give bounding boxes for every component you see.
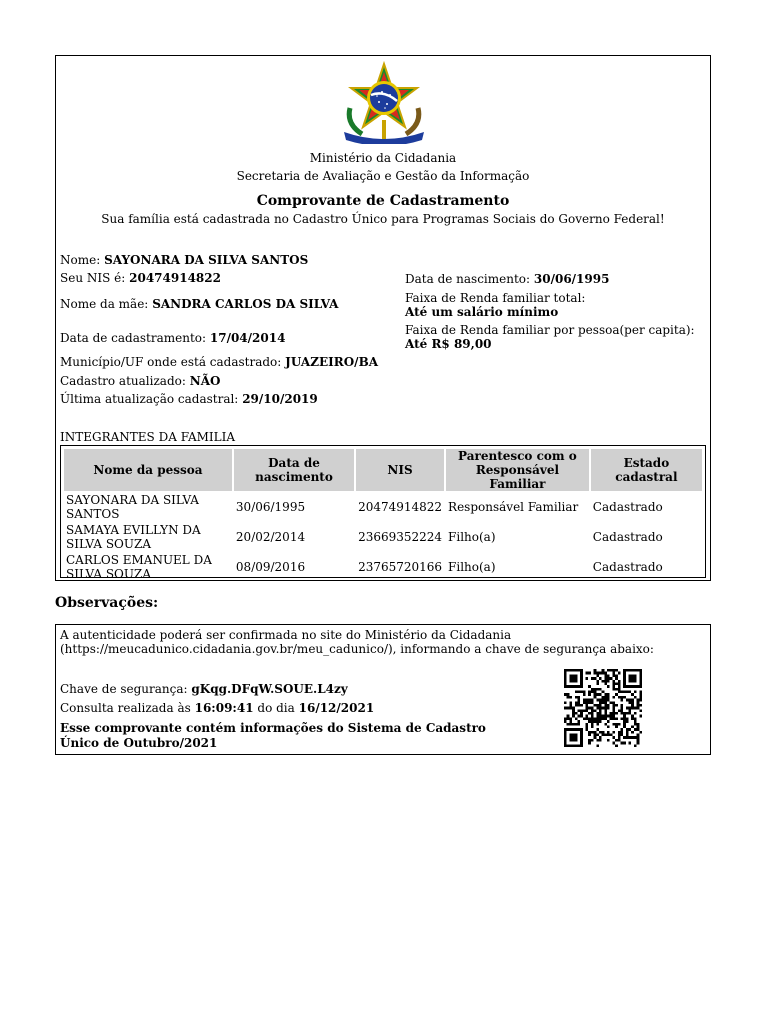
birth-date-row [405,272,609,287]
authenticity-line-2: (https://meucadunico.cidadania.gov.br/meu_cadunico/), informando a chave de segurança abaixo: [60,642,654,656]
table-row [64,553,702,581]
birth-date: 30/06/1995 [533,272,610,286]
city: JUAZEIRO/BA [285,355,379,369]
last-update-row [60,392,318,407]
observations-box [55,624,711,755]
income-label: Faixa de Renda familiar total: [405,291,586,305]
person-nis-label: Seu NIS é: [60,271,126,285]
income-value: Até um salário mínimo [405,305,559,319]
updated-status: NÃO [189,374,221,388]
income-per-capita-label: Faixa de Renda familiar por pessoa(per capita): [405,323,695,337]
person-name-row [60,253,308,268]
authenticity-line-1: A autenticidade poderá ser confirmada no site do Ministério da Cidadania [60,628,512,642]
member-status: Cadastrado [592,530,663,544]
registration-date-label: Data de cadastramento: [60,331,207,345]
member-nis: 23765720166 [358,560,443,574]
last-update-label: Última atualização cadastral: [60,392,239,406]
member-name: CARLOS EMANUEL DA SILVA SOUZA [66,553,212,581]
member-nis: 23669352224 [358,530,443,544]
member-status: Cadastrado [592,500,663,514]
member-name: SAMAYA EVILLYN DA SILVA SOUZA [66,523,201,551]
consult-date: 16/12/2021 [298,701,375,715]
security-key-row [60,682,348,697]
mother-name: SANDRA CARLOS DA SILVA [152,297,339,311]
document-title: Comprovante de Cadastramento [256,193,510,209]
security-key: gKqg.DFqW.SOUE.L4zy [191,682,348,696]
member-birth: 30/06/1995 [235,500,306,514]
security-key-label: Chave de segurança: [60,682,188,696]
brazil-coat-of-arms-icon [338,60,430,144]
member-birth: 20/02/2014 [235,530,306,544]
mother-name-row [60,297,338,312]
updated-label: Cadastro atualizado: [60,374,186,388]
consult-time: 16:09:41 [194,701,254,715]
member-nis: 20474914822 [358,500,443,514]
city-label: Município/UF onde está cadastrado: [60,355,282,369]
note-line-1: Esse comprovante contém informações do Sistema de Cadastro [60,721,486,735]
family-table-frame [60,445,706,581]
city-row [60,355,378,370]
updated-row [60,374,220,389]
observations-heading: Observações: [55,595,159,611]
family-section-label: INTEGRANTES DA FAMILIA [60,430,236,444]
member-relationship: Responsável Familiar [448,500,579,514]
secretariat-name: Secretaria de Avaliação e Gestão da Informação [236,169,530,183]
person-nis: 20474914822 [129,271,221,285]
member-birth: 08/09/2016 [235,560,306,574]
qr-code-icon [563,669,643,747]
mother-name-label: Nome da mãe: [60,297,149,311]
family-table [62,447,704,583]
col-header-name: Nome da pessoa [64,449,232,491]
table-row [64,523,702,551]
income-per-capita-value: Até R$ 89,00 [405,337,492,351]
consult-row [60,701,374,716]
consult-mid: do dia [257,701,295,715]
table-row [64,493,702,521]
registration-document [55,55,711,581]
consult-prefix: Consulta realizada às [60,701,191,715]
col-header-nis: NIS [356,449,444,491]
person-nis-row [60,271,221,286]
member-status: Cadastrado [592,560,663,574]
birth-date-label: Data de nascimento: [405,272,531,286]
registration-date-row [60,331,285,346]
col-header-birth: Data de nascimento [234,449,354,491]
person-name-label: Nome: [60,253,101,267]
member-relationship: Filho(a) [448,530,496,544]
registration-date: 17/04/2014 [209,331,286,345]
person-name: SAYONARA DA SILVA SANTOS [104,253,309,267]
member-relationship: Filho(a) [448,560,496,574]
note-line-2: Único de Outubro/2021 [60,736,218,750]
col-header-relationship: Parentesco com o Responsável Familiar [446,449,589,491]
family-table-header-row [64,449,702,491]
ministry-name: Ministério da Cidadania [309,151,457,165]
member-name: SAYONARA DA SILVA SANTOS [66,493,199,521]
col-header-status: Estado cadastral [591,449,702,491]
last-update-date: 29/10/2019 [242,392,318,406]
document-subtitle: Sua família está cadastrada no Cadastro Único para Programas Sociais do Governo Federal! [101,212,665,226]
